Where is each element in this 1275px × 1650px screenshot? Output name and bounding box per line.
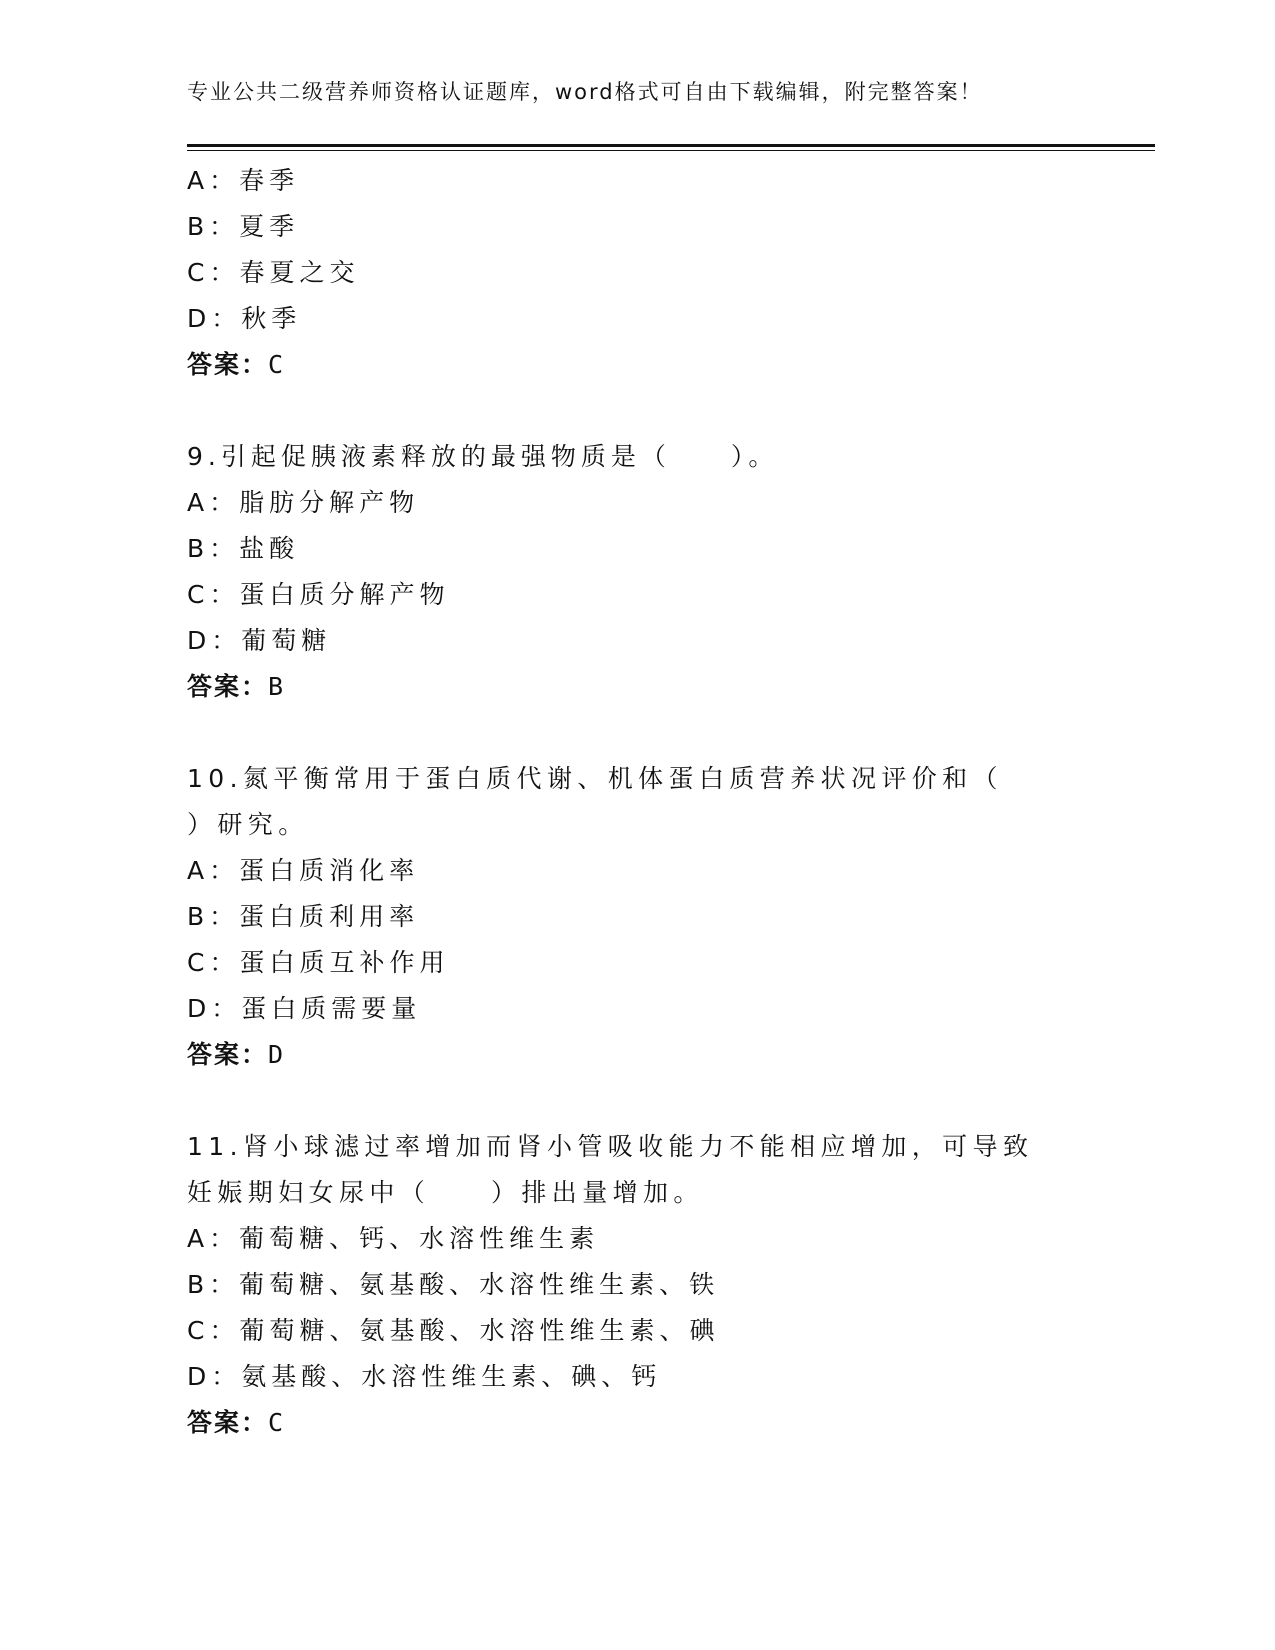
option-a: A：脂肪分解产物 bbox=[187, 488, 420, 517]
answer-line bbox=[187, 342, 1087, 388]
option-d: D：氨基酸、水溶性维生素、碘、钙 bbox=[187, 1362, 662, 1391]
header-rule-thick bbox=[187, 144, 1155, 147]
option-c: C：蛋白质互补作用 bbox=[187, 948, 450, 977]
question-block bbox=[187, 1124, 1087, 1446]
option-d: D：葡萄糖 bbox=[187, 626, 332, 655]
answer-line bbox=[187, 1032, 1087, 1078]
answer-value: D bbox=[268, 1040, 286, 1069]
option-b: B：盐酸 bbox=[187, 534, 300, 563]
option-a: A：春季 bbox=[187, 166, 300, 195]
page-header: 专业公共二级营养师资格认证题库，word格式可自由下载编辑，附完整答案！ bbox=[187, 80, 983, 104]
answer-label: 答案： bbox=[187, 350, 269, 379]
option-c: C：蛋白质分解产物 bbox=[187, 580, 450, 609]
answer-value: C bbox=[268, 350, 286, 379]
option-a: A：蛋白质消化率 bbox=[187, 856, 420, 885]
question-stem: 10.氮平衡常用于蛋白质代谢、机体蛋白质营养状况评价和（ ）研究。 bbox=[187, 764, 1064, 839]
option-b: B：蛋白质利用率 bbox=[187, 902, 420, 931]
option-c: C：葡萄糖、氨基酸、水溶性维生素、碘 bbox=[187, 1316, 720, 1345]
answer-value: B bbox=[268, 672, 286, 701]
answer-line bbox=[187, 1400, 1087, 1446]
answer-label: 答案： bbox=[187, 1408, 269, 1437]
option-a: A：葡萄糖、钙、水溶性维生素 bbox=[187, 1224, 600, 1253]
question-list bbox=[187, 158, 1087, 1446]
question-stem: 9.引起促胰液素释放的最强物质是（ ）。 bbox=[187, 442, 779, 471]
answer-line bbox=[187, 664, 1087, 710]
option-b: B：葡萄糖、氨基酸、水溶性维生素、铁 bbox=[187, 1270, 720, 1299]
answer-label: 答案： bbox=[187, 1040, 269, 1069]
answer-value: C bbox=[268, 1408, 286, 1437]
option-d: D：秋季 bbox=[187, 304, 302, 333]
question-block bbox=[187, 756, 1087, 1078]
option-c: C：春夏之交 bbox=[187, 258, 360, 287]
question-stem: 11.肾小球滤过率增加而肾小管吸收能力不能相应增加，可导致妊娠期妇女尿中（ ）排出量增加。 bbox=[187, 1132, 1034, 1207]
option-d: D：蛋白质需要量 bbox=[187, 994, 422, 1023]
question-block bbox=[187, 434, 1087, 710]
answer-label: 答案： bbox=[187, 672, 269, 701]
question-block bbox=[187, 158, 1087, 388]
option-b: B：夏季 bbox=[187, 212, 300, 241]
header-rule-thin bbox=[187, 150, 1155, 151]
